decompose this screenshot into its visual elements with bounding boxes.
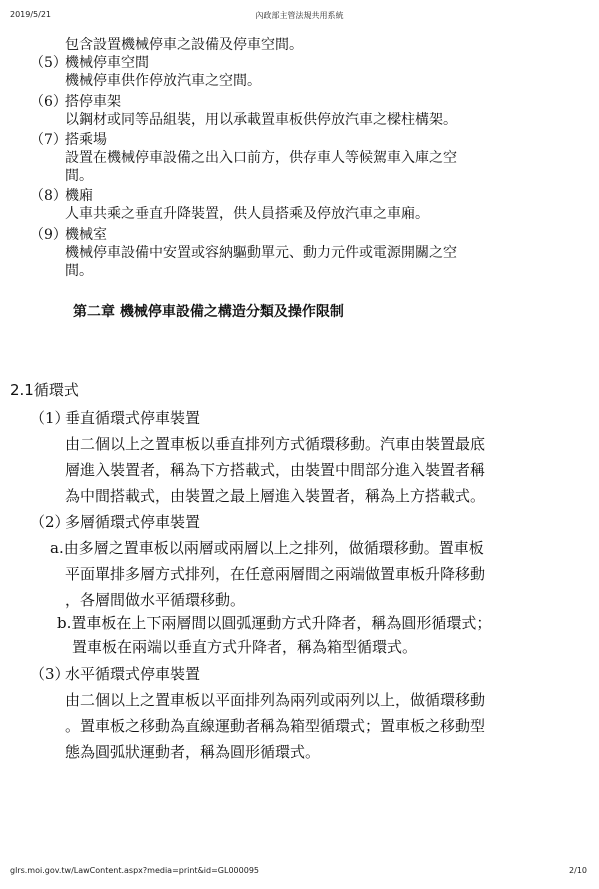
item-term: 垂直循環式停車裝置 bbox=[65, 409, 201, 427]
print-date: 2019/5/21 bbox=[10, 10, 52, 19]
item-term: 機械停車空間 bbox=[65, 55, 149, 71]
item-term: 多層循環式停車裝置 bbox=[65, 513, 201, 531]
sub-item-a: 平面單排多層方式排列，在任意兩層間之兩端做置車板升降移動 bbox=[65, 565, 486, 583]
sub-item-a: ，各層間做水平循環移動。 bbox=[65, 591, 246, 609]
item-term: 搭乘場 bbox=[65, 132, 107, 148]
sub-item-b: b.置車板在上下兩層間以圓弧運動方式升降者，稱為圓形循環式； bbox=[57, 614, 492, 632]
page-number: 2/10 bbox=[569, 866, 587, 875]
item-definition: 層進入裝置者，稱為下方搭載式，由裝置中間部分進入裝置者稱 bbox=[65, 461, 486, 479]
item-definition: 。置車板之移動為直線運動者稱為箱型循環式；置車板之移動型 bbox=[65, 717, 486, 735]
item-definition: 由二個以上之置車板以平面排列為兩列或兩列以上，做循環移動 bbox=[65, 691, 486, 709]
item-number: （6） bbox=[30, 94, 67, 110]
sub-item-b: 置車板在兩端以垂直方式升降者，稱為箱型循環式。 bbox=[72, 638, 418, 656]
item-definition: 以鋼材或同等品組裝，用以承載置車板供停放汽車之樑柱構架。 bbox=[65, 112, 457, 128]
item-number: （5） bbox=[30, 55, 67, 71]
site-title: 內政部主管法規共用系統 bbox=[255, 11, 344, 20]
item-number: （1） bbox=[30, 409, 70, 427]
section-heading: 2.1循環式 bbox=[10, 381, 79, 399]
item-definition: 設置在機械停車設備之出入口前方，供存車人等候駕車入庫之空 bbox=[65, 150, 457, 166]
item-definition: 間。 bbox=[65, 168, 93, 184]
item-number: （3） bbox=[30, 665, 70, 683]
item-number: （8） bbox=[30, 188, 67, 204]
item-definition: 由二個以上之置車板以垂直排列方式循環移動。汽車由裝置最底 bbox=[65, 435, 486, 453]
item-number: （2） bbox=[30, 513, 70, 531]
item-definition: 機械停車供作停放汽車之空間。 bbox=[65, 73, 261, 89]
item-definition: 間。 bbox=[65, 263, 93, 279]
chapter-heading: 第二章 機械停車設備之構造分類及操作限制 bbox=[73, 304, 344, 320]
item-term: 搭停車架 bbox=[65, 94, 121, 110]
item-term: 機械室 bbox=[65, 227, 107, 243]
page-url: glrs.moi.gov.tw/LawContent.aspx?media=print&id=GL000095 bbox=[10, 866, 260, 875]
item-term: 機廂 bbox=[65, 188, 93, 204]
continuation-line: 包含設置機械停車之設備及停車空間。 bbox=[65, 37, 303, 53]
item-number: （9） bbox=[30, 227, 67, 243]
item-number: （7） bbox=[30, 132, 67, 148]
item-definition: 機械停車設備中安置或容納驅動單元、動力元件或電源開關之空 bbox=[65, 245, 457, 261]
item-term: 水平循環式停車裝置 bbox=[65, 665, 201, 683]
item-definition: 態為圓弧狀運動者，稱為圓形循環式。 bbox=[65, 743, 321, 761]
item-definition: 為中間搭載式，由裝置之最上層進入裝置者，稱為上方搭載式。 bbox=[65, 487, 486, 505]
item-definition: 人車共乘之垂直升降裝置，供人員搭乘及停放汽車之車廂。 bbox=[65, 206, 429, 222]
sub-item-a: a.由多層之置車板以兩層或兩層以上之排列，做循環移動。置車板 bbox=[50, 539, 484, 557]
